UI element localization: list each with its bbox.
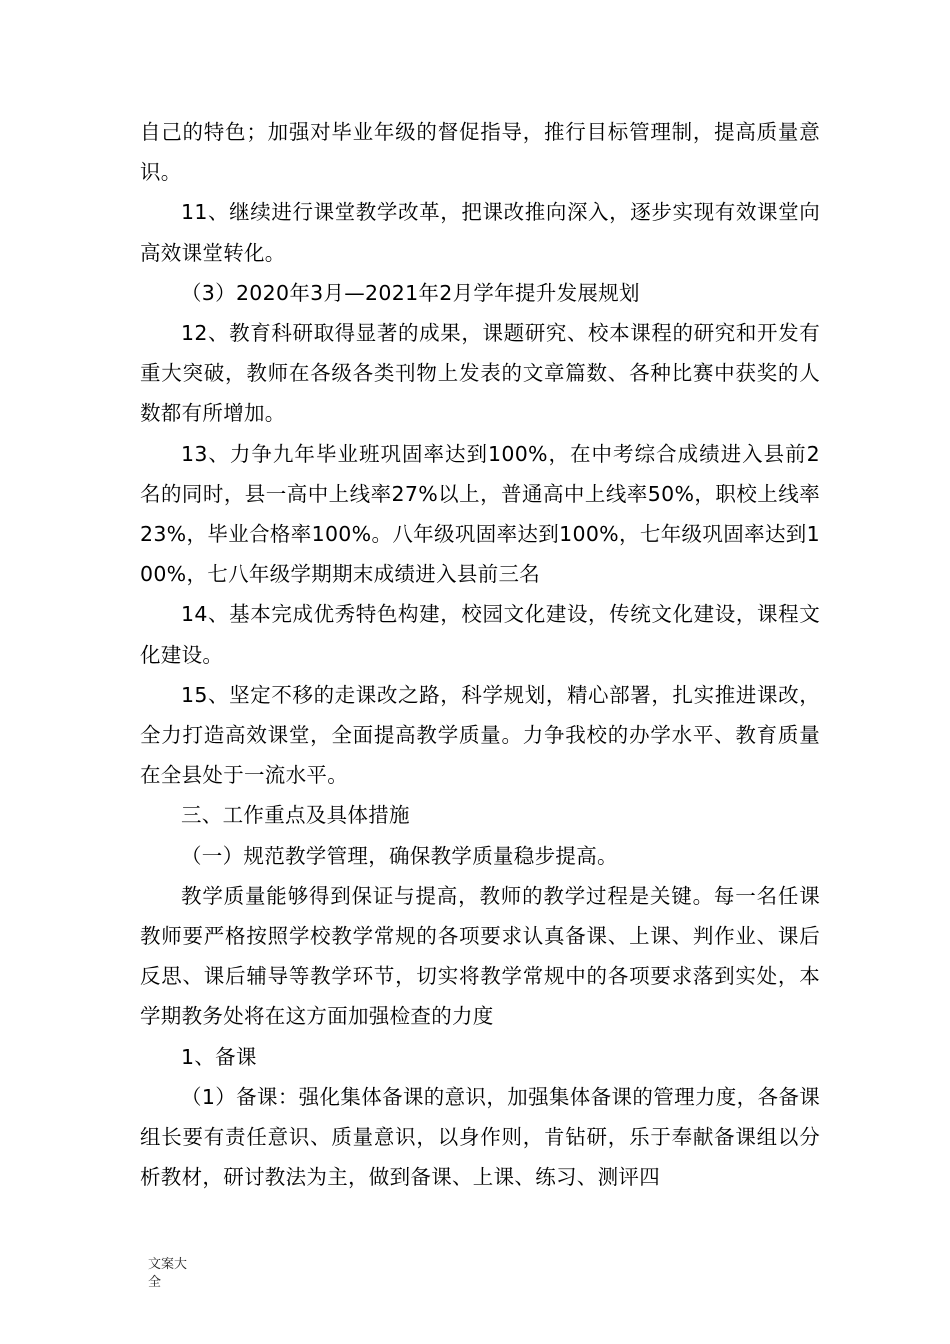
paragraph-item-12: 12、教育科研取得显著的成果，课题研究、校本课程的研究和开发有重大突破，教师在各级各类刊物上发表的文章篇数、各种比赛中获奖的人数都有所增加。 [140, 321, 820, 426]
footer-label: 文案大全 [148, 1257, 188, 1290]
document-body [140, 112, 820, 1197]
paragraph-lesson-prep-1: （1）备课：强化集体备课的意识，加强集体备课的管理力度，各备课组长要有责任意识、质量意识，以身作则，肯钻研，乐于奉献备课组以分析教材，研讨教法为主，做到备课、上课、练习、测评四 [140, 1084, 820, 1190]
paragraph-item-15: 15、坚定不移的走课改之路，科学规划，精心部署，扎实推进课改，全力打造高效课堂，全面提高教学质量。力争我校的办学水平、教育质量在全县处于一流水平。 [140, 682, 820, 788]
paragraph-teaching-quality: 教学质量能够得到保证与提高，教师的教学过程是关键。每一名任课教师要严格按照学校教学常规的各项要求认真备课、上课、判作业、课后反思、课后辅导等教学环节，切实将教学常规中的各项要求落到实处，本学期教务处将在这方面加强检查的力度 [140, 883, 820, 1029]
paragraph-item-13: 13、力争九年毕业班巩固率达到100%，在中考综合成绩进入县前2名的同时，县一高中上线率27%以上，普通高中上线率50%，职校上线率23%，毕业合格率100%。八年级巩固率达到100%，七年级巩固率达到100%，七八年级学期期末成绩进入县前三名 [140, 441, 820, 587]
section-heading-key-work: 三、工作重点及具体措施 [181, 803, 410, 828]
section-heading-plan-2020: （3）2020年3月—2021年2月学年提升发展规划 [181, 280, 640, 305]
paragraph-continuation: 自己的特色；加强对毕业年级的督促指导，推行目标管理制，提高质量意识。 [140, 120, 820, 185]
paragraph-item-11: 11、继续进行课堂教学改革，把课改推向深入，逐步实现有效课堂向高效课堂转化。 [140, 200, 820, 265]
paragraph-item-14: 14、基本完成优秀特色构建，校园文化建设，传统文化建设，课程文化建设。 [140, 602, 820, 667]
subheading-lesson-prep: 1、备课 [181, 1044, 257, 1069]
subsection-heading-teaching-management: （一）规范教学管理，确保教学质量稳步提高。 [181, 843, 618, 868]
